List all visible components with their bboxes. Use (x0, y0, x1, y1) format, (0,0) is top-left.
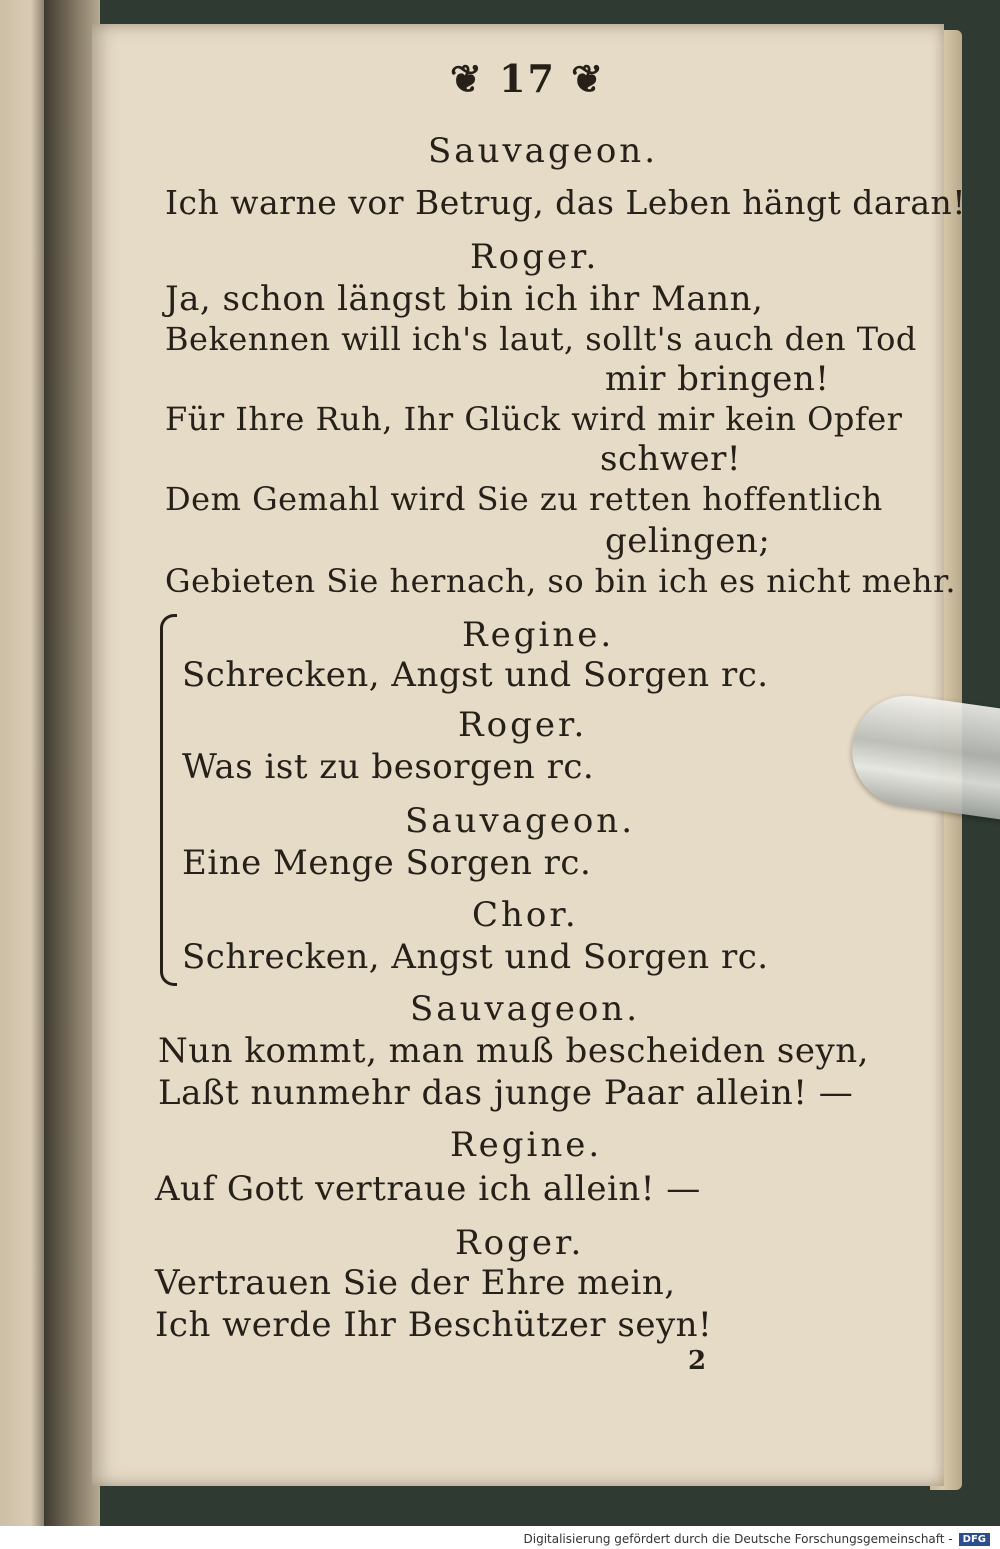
speaker-regine: Regine. (462, 615, 615, 655)
verse-line: Gebieten Sie hernach, so bin ich es nicht mehr. (165, 562, 956, 600)
verse-line: Ich werde Ihr Beschützer seyn! (155, 1305, 713, 1345)
left-page-edge (0, 0, 44, 1526)
verse-line: Auf Gott vertraue ich allein! — (155, 1169, 701, 1209)
footer-text: Digitalisierung gefördert durch die Deutsche Forschungsgemeinschaft - (523, 1532, 953, 1546)
speaker-roger: Roger. (455, 1223, 585, 1263)
signature-mark: 2 (688, 1346, 707, 1376)
digitization-footer (524, 1530, 991, 1548)
verse-line: schwer! (600, 439, 742, 479)
verse-line: Dem Gemahl wird Sie zu retten hoffentlich (165, 480, 883, 518)
verse-line: Für Ihre Ruh, Ihr Glück wird mir kein Opfer (165, 400, 903, 438)
speaker-sauvageon: Sauvageon. (405, 801, 635, 841)
speaker-roger: Roger. (458, 705, 588, 745)
verse-line: Laßt nunmehr das junge Paar allein! — (158, 1073, 854, 1113)
verse-line: Ja, schon längst bin ich ihr Mann, (165, 279, 764, 319)
verse-line: mir bringen! (605, 359, 830, 399)
speaker-regine: Regine. (450, 1125, 603, 1165)
verse-line: Eine Menge Sorgen rc. (182, 843, 592, 883)
bracket (160, 614, 177, 986)
verse-line: Bekennen will ich's laut, sollt's auch den Tod (165, 320, 917, 358)
verse-line: Vertrauen Sie der Ehre mein, (155, 1263, 676, 1303)
speaker-sauvageon: Sauvageon. (410, 989, 640, 1029)
speaker-sauvageon: Sauvageon. (428, 131, 658, 171)
verse-line: Ich warne vor Betrug, das Leben hängt daran! (165, 183, 967, 222)
verse-line: Schrecken, Angst und Sorgen rc. (182, 655, 769, 695)
speaker-chor: Chor. (472, 895, 579, 935)
verse-line: Was ist zu besorgen rc. (182, 747, 595, 787)
page-number: ❦ 17 ❦ (450, 56, 606, 101)
verse-line: Schrecken, Angst und Sorgen rc. (182, 937, 769, 977)
verse-line: gelingen; (605, 521, 771, 561)
speaker-roger: Roger. (470, 237, 600, 277)
dfg-logo: DFG (959, 1533, 990, 1546)
verse-line: Nun kommt, man muß bescheiden seyn, (158, 1031, 869, 1071)
